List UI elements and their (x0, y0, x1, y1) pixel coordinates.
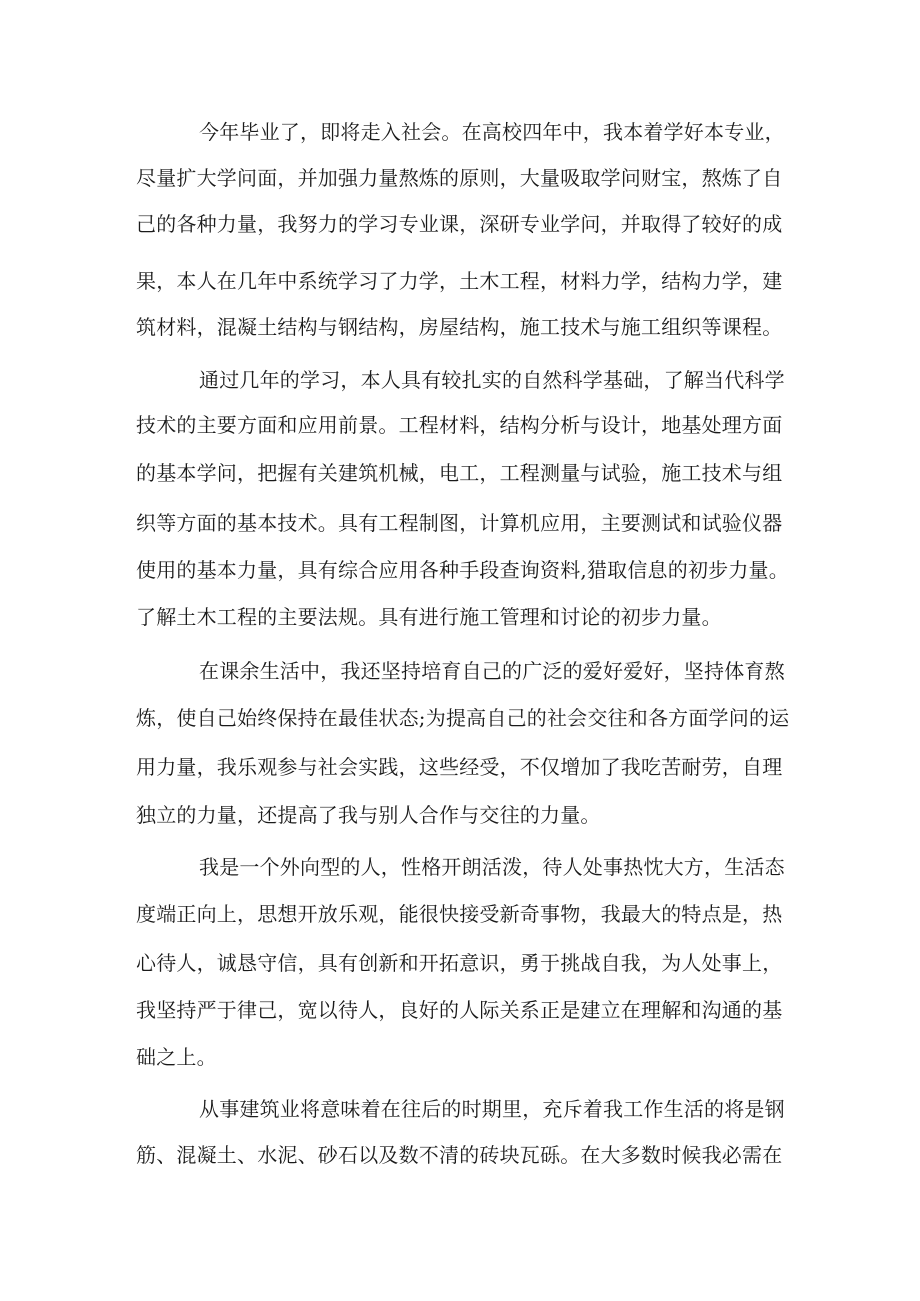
text-line: 己的各种力量，我努力的学习专业课，深研专业学问，并取得了较好的成 (136, 212, 783, 236)
text-line: 独立的力量，还提高了我与别人合作与交往的力量。 (136, 803, 601, 827)
text-line: 果，本人在几年中系统学习了力学，土木工程，材料力学，结构力学，建 (136, 269, 783, 293)
text-line: 尽量扩大学问面，并加强力量熬炼的原则，大量吸取学问财宝，熬炼了自 (136, 166, 783, 190)
text-line: 了解土木工程的主要法规。具有进行施工管理和讨论的初步力量。 (136, 605, 722, 629)
text-line: 使用的基本力量，具有综合应用各种手段查询资料,猎取信息的初步力量。 (136, 558, 789, 582)
text-line: 织等方面的基本技术。具有工程制图，计算机应用，主要测试和试验仪器 (136, 511, 783, 535)
text-line: 度端正向上，思想开放乐观，能很快接受新奇事物，我最大的特点是，热 (136, 902, 783, 926)
text-line: 我坚持严于律己，宽以待人，良好的人际关系正是建立在理解和沟通的基 (136, 998, 783, 1022)
text-line: 心待人，诚恳守信，具有创新和开拓意识，勇于挑战自我，为人处事上， (136, 951, 783, 975)
text-line: 我是一个外向型的人，性格开朗活泼，待人处事热忱大方，生活态 (199, 855, 785, 879)
text-line: 在课余生活中，我还坚持培育自己的广泛的爱好爱好，坚持体育熬 (199, 659, 785, 683)
text-line: 从事建筑业将意味着在往后的时期里，充斥着我工作生活的将是钢 (199, 1097, 785, 1121)
text-line: 用力量，我乐观参与社会实践，这些经受，不仅增加了我吃苦耐劳，自理 (136, 755, 783, 779)
text-line: 筑材料，混凝土结构与钢结构，房屋结构，施工技术与施工组织等课程。 (136, 315, 783, 339)
text-line: 础之上。 (136, 1045, 217, 1069)
text-line: 技术的主要方面和应用前景。工程材料，结构分析与设计，地基处理方面 (136, 413, 783, 437)
text-line: 筋、混凝土、水泥、砂石以及数不清的砖块瓦砾。在大多数时候我必需在 (136, 1143, 783, 1167)
text-line: 的基本学问，把握有关建筑机械，电工，工程测量与试验，施工技术与组 (136, 461, 783, 485)
text-line: 通过几年的学习，本人具有较扎实的自然科学基础，了解当代科学 (199, 368, 785, 392)
text-line: 炼，使自己始终保持在最佳状态;为提高自己的社会交往和各方面学问的运 (136, 706, 790, 730)
text-line: 今年毕业了，即将走入社会。在高校四年中，我本着学好本专业， (199, 120, 785, 144)
